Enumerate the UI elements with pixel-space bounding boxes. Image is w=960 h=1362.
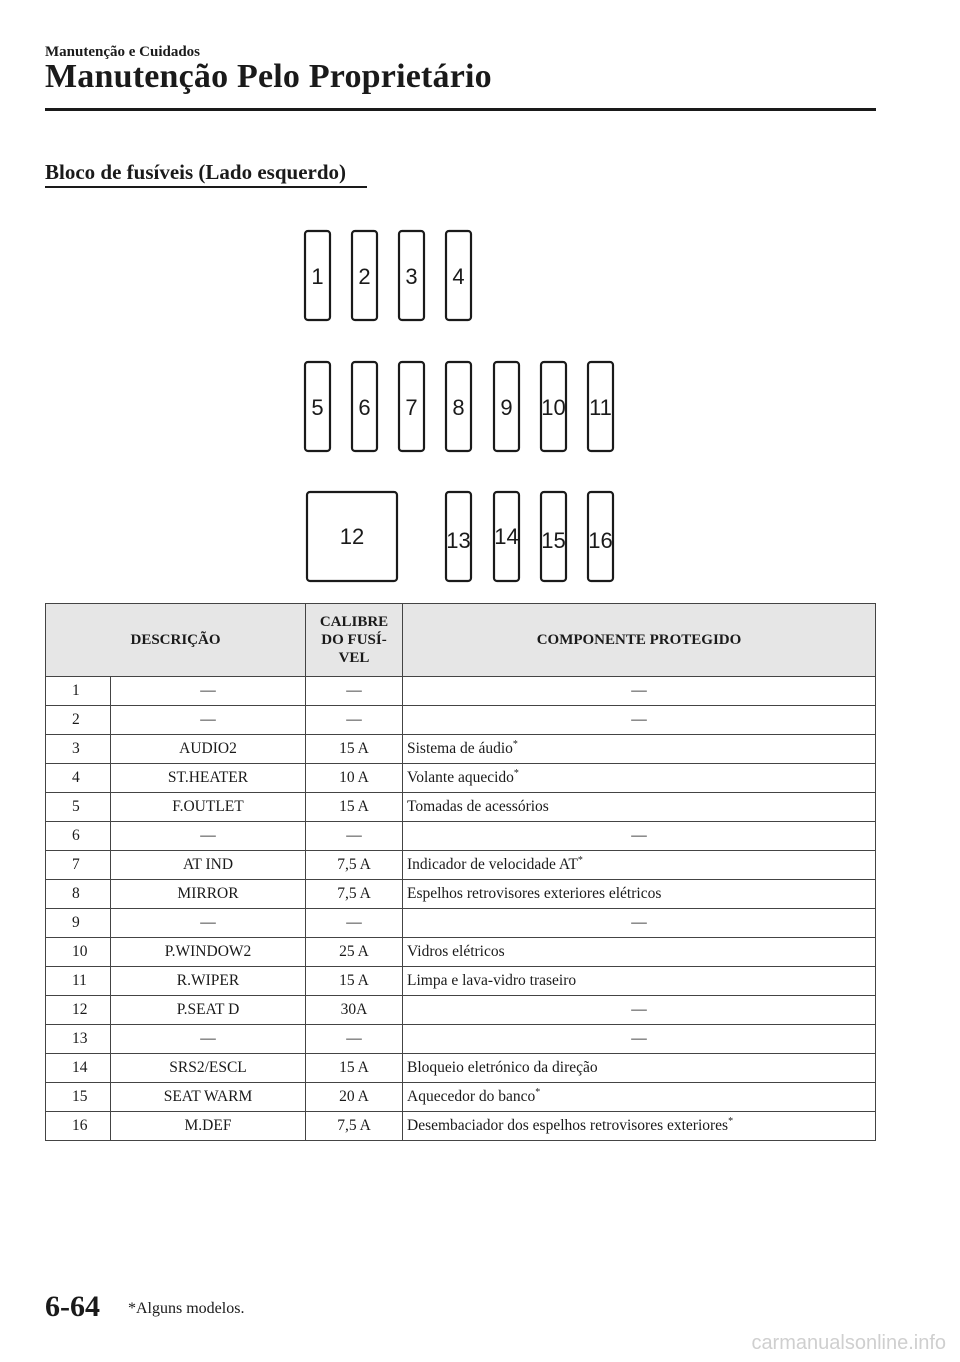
table-row [46,967,876,996]
header-rating-line2: DO FUSÍ- [321,632,387,648]
fuse-number-cell [46,996,111,1025]
fuse-number-cell-text: 4 [72,769,80,786]
fuse-description-cell [111,880,306,909]
fuse-number-cell-text: 15 [72,1088,88,1105]
fuse-description-cell [111,793,306,822]
header-rating [306,604,403,677]
fuse-component-cell [403,1025,876,1054]
fuse-rating-cell-text: 7,5 A [337,885,371,902]
fuse-component-cell [403,967,876,996]
page-number: 6-64 [45,1290,100,1323]
fuse-number-cell-text: 8 [72,885,80,902]
fuse-description-cell-text: R.WIPER [176,972,240,989]
fuse-number-cell [46,967,111,996]
fuse-description-cell [111,1083,306,1112]
fuse-description-cell-text: — [200,827,216,844]
fuse-description-cell-text: SRS2/ESCL [169,1059,247,1076]
fuse-component-cell [403,851,876,880]
fuse-number-cell [46,764,111,793]
fuse-number-cell [46,822,111,851]
table-row [46,735,876,764]
fuse-number-cell-text: 10 [72,943,88,960]
fuse-component-cell-text: Vidros elétricos [407,943,505,960]
fuse-description-cell-text: — [200,1030,216,1047]
fuse-rating-cell-text: — [346,1030,362,1047]
fuse-number-cell [46,735,111,764]
fuse-component-cell-text: — [631,827,647,844]
fuse-component-cell [403,822,876,851]
fuse-number-label: 15 [541,528,566,553]
footnote: *Alguns modelos. [128,1300,245,1317]
fuse-rating-cell [306,1025,403,1054]
fuse-number-cell [46,851,111,880]
fuse-number-cell-text: 2 [72,711,80,728]
fuse-component-cell [403,909,876,938]
fuse-component-cell-text: Desembaciador dos espelhos retrovisores exteriores [407,1117,729,1134]
header-section: Manutenção e Cuidados [45,44,201,60]
fuse-component-cell-text: Volante aquecido [407,769,514,786]
fuse-component-cell [403,996,876,1025]
fuse-number-cell-text: 7 [72,856,80,873]
header-rating-line1: CALIBRE [319,614,389,630]
fuse-rating-cell [306,938,403,967]
fuse-component-cell-text: — [631,914,647,931]
footnote-mark: * [577,854,583,866]
fuse-number-label: 10 [541,395,566,420]
footnote-mark: * [728,1115,734,1127]
fuse-description-cell-text: — [200,682,216,699]
fuse-rating-cell-text: 7,5 A [337,856,371,873]
fuse-description-cell [111,851,306,880]
fuse-number-label: 16 [588,528,613,553]
table-header-row [46,604,876,677]
fuse-rating-cell [306,793,403,822]
table-row [46,793,876,822]
fuse-component-cell-text: — [631,711,647,728]
fuse-rating-cell-text: 7,5 A [337,1117,371,1134]
page-title: Manutenção Pelo Proprietário [45,58,492,95]
fuse-rating-cell [306,880,403,909]
fuse-rating-cell-text: 10 A [339,769,369,786]
fuse-number-cell [46,706,111,735]
fuse-component-cell [403,706,876,735]
footnote-mark: * [535,1086,541,1098]
fuse-component-cell-text: Bloqueio eletrónico da direção [407,1059,598,1076]
fuse-number-cell-text: 14 [72,1059,88,1076]
fuse-number-cell [46,1054,111,1083]
fuse-component-cell [403,735,876,764]
fuse-rating-cell [306,851,403,880]
fuse-number-cell-text: 16 [72,1117,88,1134]
table-row [46,1083,876,1112]
fuse-rating-cell-text: 20 A [339,1088,369,1105]
fuse-rating-cell-text: — [346,914,362,931]
fuse-description-cell-text: AUDIO2 [179,740,237,757]
table-row [46,1025,876,1054]
fuse-component-cell-text: — [631,1030,647,1047]
table-row [46,764,876,793]
fuse-number-label: 1 [311,264,324,289]
fuse-rating-cell-text: 30A [340,1001,368,1018]
table-row [46,706,876,735]
fuse-description-cell [111,967,306,996]
fuse-rating-cell [306,764,403,793]
fuse-component-cell-text: Limpa e lava-vidro traseiro [407,972,577,989]
fuse-component-cell-text: Sistema de áudio [407,740,513,757]
fuse-description-cell [111,996,306,1025]
fuse-rating-cell-text: 15 A [339,972,369,989]
table-row [46,880,876,909]
fuse-description-cell [111,1025,306,1054]
fuse-rating-cell [306,909,403,938]
footnote-mark: * [512,738,518,750]
fuse-rating-cell-text: 25 A [339,943,369,960]
fuse-number-cell-text: 6 [72,827,80,844]
fuse-component-cell-text: Aquecedor do banco [407,1088,536,1105]
fuse-number-label: 11 [589,395,612,420]
fuse-description-cell [111,938,306,967]
watermark: carmanualsonline.info [751,1332,946,1354]
footnote-mark: * [513,767,519,779]
fuse-rating-cell [306,1054,403,1083]
fuse-description-cell-text: — [200,711,216,728]
fuse-component-cell-text: Indicador de velocidade AT [407,856,578,873]
fuse-number-cell-text: 13 [72,1030,88,1047]
fuse-number-cell [46,909,111,938]
fuse-table [45,603,876,1141]
fuse-description-cell [111,677,306,706]
fuse-description-cell [111,735,306,764]
fuse-number-cell-text: 9 [72,914,80,931]
header-rating-line3: VEL [338,650,370,666]
fuse-number-label: 14 [494,524,519,549]
fuse-number-cell-text: 1 [72,682,80,699]
fuse-description-cell [111,1112,306,1141]
fuse-description-cell-text: MIRROR [177,885,239,902]
fuse-description-cell-text: P.SEAT D [176,1001,240,1018]
fuse-rating-cell [306,996,403,1025]
fuse-number-label: 5 [311,395,324,420]
fuse-rating-cell-text: — [346,711,362,728]
fuse-number-cell [46,938,111,967]
table-row [46,938,876,967]
table-row [46,909,876,938]
table-row [46,822,876,851]
fuse-number-label: 4 [452,264,465,289]
fuse-rating-cell-text: 15 A [339,740,369,757]
fuse-number-cell-text: 11 [72,972,87,989]
fuse-description-cell-text: SEAT WARM [163,1088,253,1105]
table-row [46,677,876,706]
fuse-component-cell [403,938,876,967]
fuse-rating-cell [306,1112,403,1141]
fuse-rating-cell [306,706,403,735]
fuse-number-cell [46,1112,111,1141]
fuse-component-cell [403,880,876,909]
fuse-component-cell [403,1054,876,1083]
header-component: COMPONENTE PROTEGIDO [403,604,876,677]
fuse-number-cell [46,1025,111,1054]
fuse-description-cell-text: F.OUTLET [172,798,244,815]
fuse-rating-cell-text: — [346,682,362,699]
section-heading: Bloco de fusíveis (Lado esquerdo) [45,160,347,184]
fuse-rating-cell [306,735,403,764]
header-description: DESCRIÇÃO [46,604,306,677]
fuse-number-label: 9 [500,395,513,420]
fuse-number-label: 3 [405,264,418,289]
fuse-rating-cell-text: 15 A [339,1059,369,1076]
fuse-description-cell [111,764,306,793]
fuse-component-cell [403,1083,876,1112]
fuse-number-cell [46,880,111,909]
fuse-description-cell-text: P.WINDOW2 [164,943,252,960]
fuse-number-label: 12 [339,524,365,549]
fuse-component-cell [403,1112,876,1141]
fuse-rating-cell [306,677,403,706]
fuse-rating-cell [306,1083,403,1112]
fuse-component-cell-text: — [631,682,647,699]
fuse-component-cell [403,677,876,706]
fuse-number-cell-text: 12 [72,1001,88,1018]
fuse-number-label: 6 [358,395,371,420]
fuse-number-cell [46,1083,111,1112]
fuse-rating-cell-text: 15 A [339,798,369,815]
fuse-number-label: 13 [446,528,471,553]
fuse-description-cell [111,1054,306,1083]
fuse-component-cell-text: Tomadas de acessórios [407,798,549,815]
fuse-component-cell [403,793,876,822]
fuse-description-cell [111,822,306,851]
fuse-number-cell-text: 5 [72,798,80,815]
table-row [46,996,876,1025]
fuse-number-cell [46,793,111,822]
fuse-component-cell-text: — [631,1001,647,1018]
fuse-description-cell-text: ST.HEATER [167,769,249,786]
fuse-number-label: 8 [452,395,465,420]
table-row [46,1112,876,1141]
fuse-number-cell [46,677,111,706]
fuse-component-cell [403,764,876,793]
fuse-number-label: 2 [358,264,371,289]
fuse-block-diagram [0,0,960,600]
fuse-component-cell-text: Espelhos retrovisores exteriores elétricos [407,885,662,902]
fuse-description-cell-text: — [200,914,216,931]
fuse-rating-cell-text: — [346,827,362,844]
fuse-description-cell [111,909,306,938]
fuse-rating-cell [306,822,403,851]
table-row [46,1054,876,1083]
fuse-number-cell-text: 3 [72,740,80,757]
fuse-rating-cell [306,967,403,996]
fuse-number-label: 7 [405,395,418,420]
fuse-description-cell [111,706,306,735]
fuse-description-cell-text: AT IND [182,856,234,873]
table-row [46,851,876,880]
fuse-description-cell-text: M.DEF [184,1117,232,1134]
